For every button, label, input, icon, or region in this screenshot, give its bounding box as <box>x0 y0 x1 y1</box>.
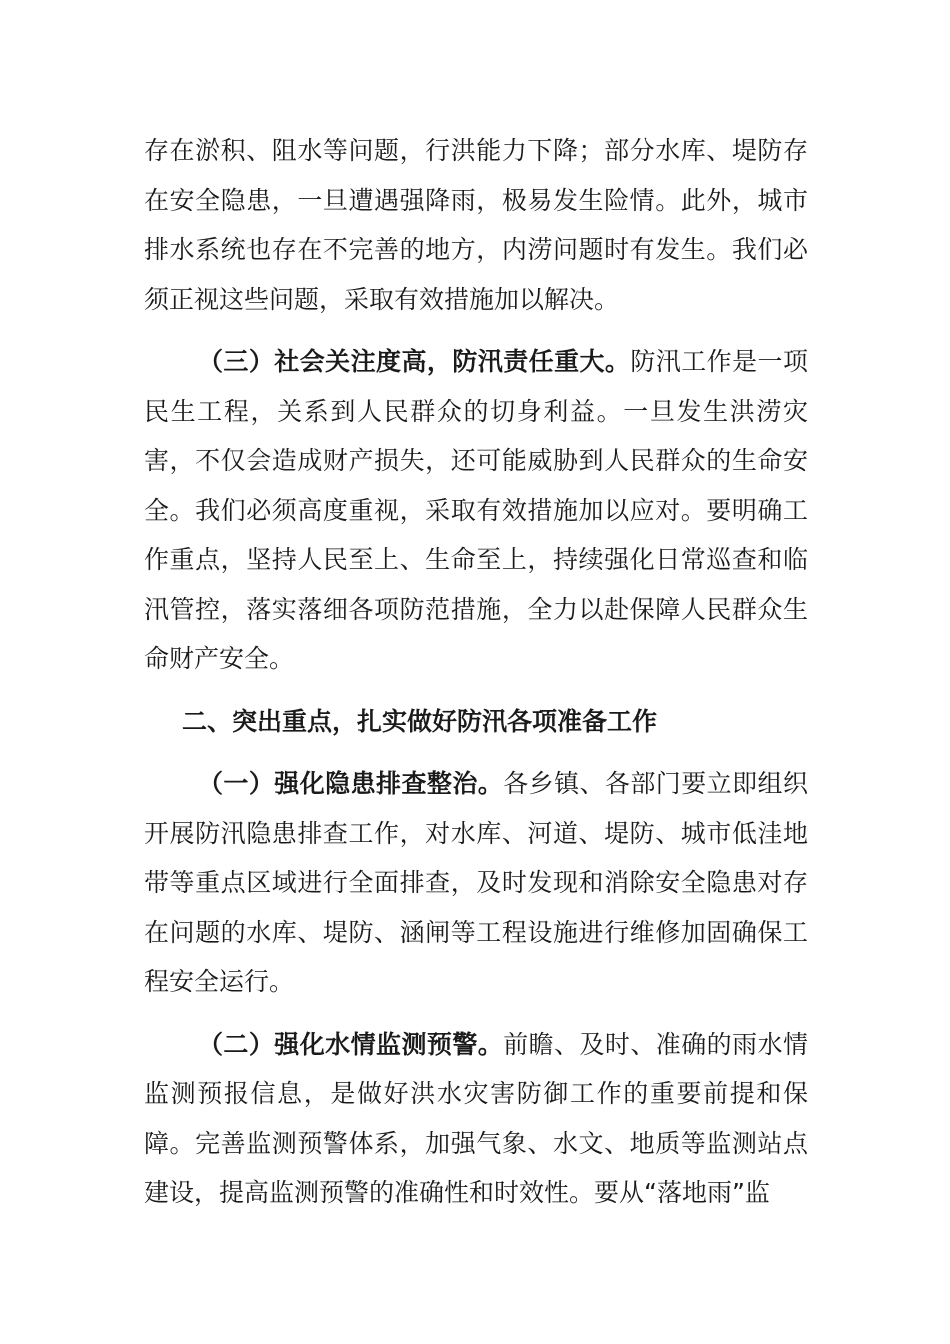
paragraph-hazard-inspection <box>144 759 808 1007</box>
paragraph-text: 各乡镇、各部门要立即组织开展防汛隐患排查工作，对水库、河道、堤防、城市低洼地带等重点区域进行全面排查，及时发现和消除安全隐患对存在问题的水库、堤防、涵闸等工程设施进行维修加固确保工程安全运行。 <box>144 769 808 996</box>
paragraph-text: 存在淤积、阻水等问题，行洪能力下降；部分水库、堤防存在安全隐患，一旦遭遇强降雨，极易发生险情。此外，城市排水系统也存在不完善的地方，内涝问题时有发生。我们必须正视这些问题，采取有效措施加以解决。 <box>144 136 808 314</box>
paragraph-continued <box>144 126 808 324</box>
paragraph-social-attention <box>144 337 808 684</box>
paragraph-monitoring-warning <box>144 1020 808 1218</box>
paragraph-text: 前瞻、及时、准确的雨水情监测预报信息，是做好洪水灾害防御工作的重要前提和保障。完善监测预警体系，加强气象、水文、地质等监测站点建设，提高监测预警的准确性和时效性。要从“落地雨”监 <box>144 1029 808 1207</box>
paragraph-lead: （二）强化水情监测预警。 <box>198 1029 504 1059</box>
paragraph-lead: （三）社会关注度高，防汛责任重大。 <box>198 347 631 376</box>
section-heading: 二、突出重点，扎实做好防汛各项准备工作 <box>182 706 658 736</box>
document-body <box>144 126 808 1231</box>
paragraph-text: 防汛工作是一项民生工程，关系到人民群众的切身利益。一旦发生洪涝灾害，不仅会造成财产损失，还可能威胁到人民群众的生命安全。我们必须高度重视，采取有效措施加以应对。要明确工作重点，坚持人民至上、生命至上，持续强化日常巡查和临汛管控，落实落细各项防范措施，全力以赴保障人民群众生命财产安全。 <box>144 347 808 673</box>
paragraph-lead: （一）强化隐患排查整治。 <box>198 769 504 798</box>
